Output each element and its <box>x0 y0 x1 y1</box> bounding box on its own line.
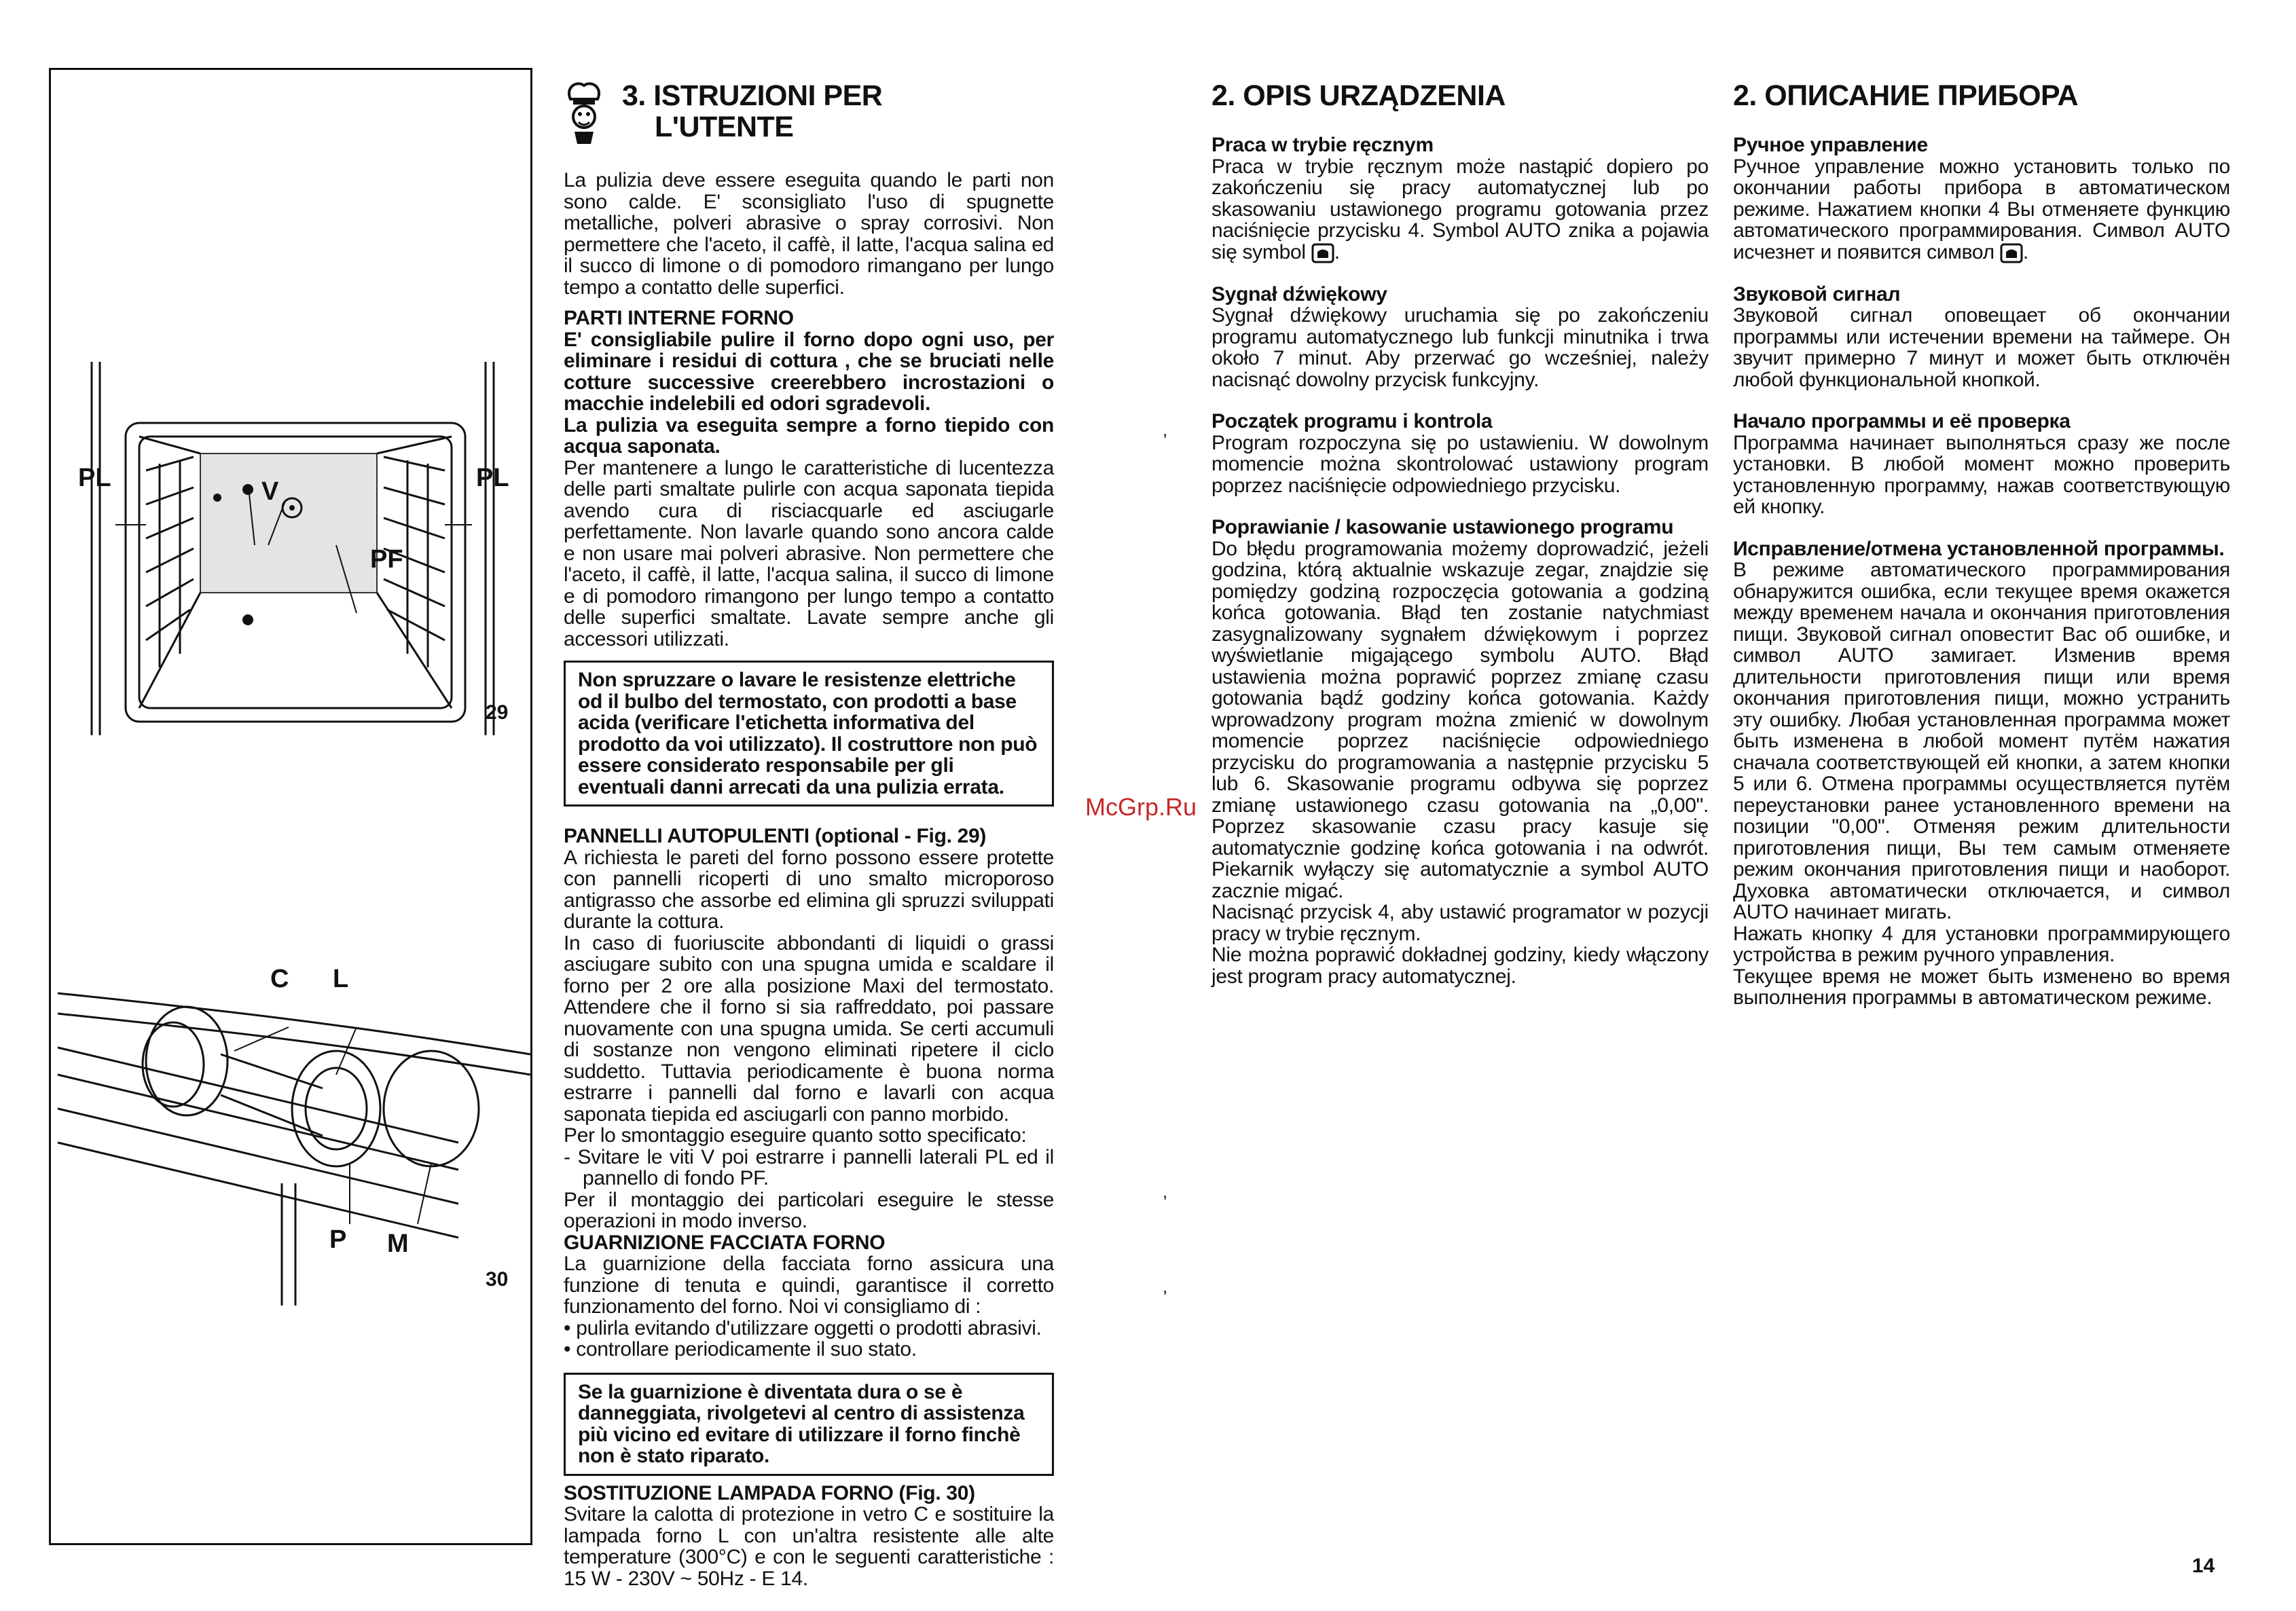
russian-column <box>1733 80 2230 1009</box>
fig30-number: 30 <box>486 1268 509 1291</box>
oven-interior-figure <box>51 70 530 817</box>
margin-tick: , <box>1163 420 1168 440</box>
russian-s4-text-3: Текущее время не может быть изменено во время выполнения программы в автоматическом режиме. <box>1733 965 2230 1010</box>
russian-s2-heading: Звуковой сигнал <box>1733 282 1901 305</box>
guarnizione-text: La guarnizione della facciata forno assicura una funzione di tenuta e quindi, garantisce il corretto funzionamento del forno. Noi vi consigliamo di : <box>564 1253 1054 1318</box>
polish-s1-heading: Praca w trybie ręcznym <box>1211 134 1434 156</box>
polish-s1-text: Praca w trybie ręcznym może nastąpić dopiero po zakończeniu się pracy automatycznej lub po skasowaniu ustawionego programu gotowania przez naciśnięcie przycisku 4. Symbol AUTO znika a pojawia się symbol . <box>1211 155 1709 263</box>
russian-s4-heading: Исправление/отмена установленной программы. <box>1733 537 2225 560</box>
russian-s4-text-1: В режиме автоматического программирования обнаружится ошибка, если текущее время окажется между временем начала и окончания приготовления пищи. Звуковой сигнал оповестит Вас об ошибке, и символ AUTO замигает. Изменив время длительности приготовления пищи или время окончания приготовления пищи, можно устранить эту ошибку. Любая установленная программа может быть изменена в любой момент путём нажатия сначала соответствующей ей кнопки, а затем кнопки 5 или 6. Отмена программы осуществляется путём переустановки ранее установленного времени на позиции "0,00". Отменяя режим длительности приготовления пищи, Вы тем самым отменяете режим окончания приготовления пищи и наоборот. Духовка автоматически отключается, и символ AUTO начинает мигать. <box>1733 559 2230 924</box>
fig29-label-pf: PF <box>370 545 403 574</box>
polish-s4-heading: Poprawianie / kasowanie ustawionego programu <box>1211 516 1674 539</box>
russian-s4-text-2: Нажать кнопку 4 для установки программирующего устройства в режим ручного управления. <box>1733 922 2230 967</box>
russian-s3-text: Программа начинает выполняться сразу же после установки. В любой момент можно проверить установленную программу, нажав соответствующую ей кнопку. <box>1733 431 2230 519</box>
polish-s4-text-3: Nie można poprawić dokładnej godziny, kiedy włączony jest program pracy automatycznej. <box>1211 944 1709 988</box>
pannelli-text-3: Per lo smontaggio eseguire quanto sotto specificato: <box>564 1124 1027 1147</box>
oven-lamp-figure <box>51 939 530 1319</box>
notice-box-cleaning: Non spruzzare o lavare le resistenze elettriche od il bulbo del termostato, con prodotti a base acida (verificare l'etichetta informativa del prodotto da voi utilizzato). Il costruttore non può essere considerato responsabile per gli eventuali danni arrecati da una pulizia errata. <box>564 661 1054 807</box>
guarnizione-bullet-2: • controllare periodicamente il suo stato. <box>564 1338 917 1360</box>
pannelli-heading: PANNELLI AUTOPULENTI (optional - Fig. 29) <box>564 825 987 847</box>
russian-s2-text: Звуковой сигнал оповещает об окончании программы или истечении времени на таймере. Он звучит примерно 7 минут и может быть отключён любой функциональной кнопкой. <box>1733 304 2230 391</box>
polish-s3-heading: Początek programu i kontrola <box>1211 410 1493 433</box>
hand-symbol-icon <box>1311 243 1334 263</box>
italian-title-row <box>564 80 1054 145</box>
fig29-label-pl-left: PL <box>78 464 111 492</box>
fig30-label-l: L <box>333 965 349 993</box>
russian-s1-heading: Ручное управление <box>1733 134 1928 156</box>
page-number: 14 <box>2192 1555 2215 1577</box>
guarnizione-bullet-1: • pulirla evitando d'utilizzare oggetti o prodotti abrasivi. <box>564 1316 1042 1339</box>
polish-s2-heading: Sygnał dźwiękowy <box>1211 282 1387 305</box>
lampada-heading: SOSTITUZIONE LAMPADA FORNO (Fig. 30) <box>564 1481 975 1504</box>
notice-box-gasket: Se la guarnizione è diventata dura o se è danneggiata, rivolgetevi al centro di assistenza più vicino ed evitare di utilizzare il forno finchè non è stato riparato. <box>564 1373 1054 1476</box>
fig29-label-pl-right: PL <box>476 464 509 492</box>
polish-s2-text: Sygnał dźwiękowy uruchamia się po zakończeniu programu automatycznego lub funkcji minutnika i trwa około 7 minut. Aby przerwać go wcześniej, należy nacisnąć dowolny przycisk funkcyjny. <box>1211 304 1709 391</box>
polish-s3-text: Program rozpoczyna się po ustawieniu. W dowolnym momencie można skontrolować ustawiony program poprzez naciśnięcie odpowiedniego przycisku. <box>1211 431 1709 497</box>
italian-title-line1: 3. ISTRUZIONI PER <box>622 79 883 112</box>
polish-s4-text-2: Nacisnąć przycisk 4, aby ustawić programator w pozycji pracy w trybie ręcznym. <box>1211 901 1709 945</box>
pannelli-text-2: In caso di fuoriuscite abbondanti di liquidi o grassi asciugare subito con una spugna umida e scaldare il forno per 2 ore alla posizione Maxi del termostato. Attendere che il forno si sia raffreddato, poi passare nuovamente con una spugna umida. Se certi accumuli di sostanze non vengono eliminati ripetere il ciclo suddetto. Tuttavia periodicamente è buona norma estrarre i pannelli dal forno e lavarli con acqua saponata tiepida ed asciugarli con panno morbido. <box>564 931 1054 1126</box>
chef-icon <box>564 80 604 145</box>
polish-title: 2. OPIS URZĄDZENIA <box>1211 79 1506 112</box>
polish-column <box>1211 80 1709 987</box>
fig30-label-c: C <box>270 965 289 993</box>
pannelli-text-1: A richiesta le pareti del forno possono essere protette con pannelli ricoperti di uno smalto microporoso antigrasso che assorbe ed elimina gli spruzzi sviluppati durante la cottura. <box>564 846 1054 933</box>
pannelli-text-4: Per il montaggio dei particolari eseguire le stesse operazioni in modo inverso. <box>564 1188 1054 1232</box>
fig30-label-m: M <box>387 1229 409 1258</box>
parti-text: Per mantenere a lungo le caratteristiche di lucentezza delle parti smaltate pulirle con acqua saponata tiepida avendo cura di risciacquarle ed asciugarle perfettamente. Non lavarle quando sono ancora calde e non usare mai polveri abrasive. Non permettere che l'aceto, il caffè, il latte, l'acqua salina, il succo di limone e di pomodoro rimangono per lungo tempo a contatto delle superfici smaltate. Lavate sempre anche gli accessori utilizzati. <box>564 456 1054 650</box>
fig29-label-v: V <box>261 477 279 506</box>
parti-heading: PARTI INTERNE FORNO <box>564 307 794 329</box>
fig30-label-p: P <box>329 1225 347 1254</box>
lampada-text: Svitare la calotta di protezione in vetro C e sostituire la lampada forno L con un'altra resistente alle alte temperature (300°C) e con le seguenti caratteristiche : 15 W - 230V ~ 50Hz - E 14. <box>564 1503 1054 1590</box>
italian-intro: La pulizia deve essere eseguita quando le parti non sono calde. E' sconsigliato l'uso di spugnette metalliche, polveri abrasive o spray corrosivi. Non permettere che l'aceto, il caffè, il latte, l'acqua salina ed il succo di limone o di pomodoro rimangano per lungo tempo a contatto delle superfici. <box>564 169 1054 299</box>
russian-s1-text: Ручное управление можно установить только по окончании работы прибора в автоматическом режиме. Нажатием кнопки 4 Вы отменяете функцию автоматического программирования. Символ AUTO исчезнет и появится символ . <box>1733 155 2230 263</box>
polish-s4-text-1: Do błędu programowania możemy doprowadzić, jeżeli godzina, którą aktualnie wskazuje zegar, znajdzie się pomiędzy godziną rozpoczęcia gotowania a godziną końca gotowania. Błąd ten zostanie natychmiast zasygnalizowany sygnałem dźwiękowym i poprzez wyświetlanie migającego symbolu AUTO. Błąd ustawienia można poprawić poprzez zmianę czasu gotowania bądź godziny końca gotowania. Każdy wprowadzony program można zmienić w dowolnym momencie poprzez naciśnięcie odpowiedniego przycisku do programowania a następnie przycisku 5 lub 6. Skasowanie programu odbywa się poprzez zmianę ustawionego czasu gotowania na „0,00". Poprzez skasowanie czasu pracy kasuje się automatycznie godzinę końca gotowania i na odwrót. Piekarnik wyłączy się automatycznie a symbol AUTO zacznie migać. <box>1211 537 1709 902</box>
italian-title-line2: L'UTENTE <box>655 111 794 143</box>
margin-tick: , <box>1163 1276 1168 1297</box>
margin-tick: , <box>1163 1181 1168 1202</box>
russian-title: 2. ОПИСАНИЕ ПРИБОРА <box>1733 79 2078 112</box>
parti-bold-text-2: La pulizia va eseguita sempre a forno tiepido con acqua saponata. <box>564 413 1054 458</box>
hand-symbol-icon <box>2000 243 2023 263</box>
guarnizione-heading: GUARNIZIONE FACCIATA FORNO <box>564 1231 886 1254</box>
italian-column <box>564 80 1054 1589</box>
parti-bold-text: E' consigliabile pulire il forno dopo ogni uso, per eliminare i residui di cottura , che se bruciati nelle cotture successive creerebbero incrostazioni o macchie indelebili ed odori sgradevoli. <box>564 328 1054 415</box>
pannelli-bullet: - Svitare le viti V poi estrarre i pannelli laterali PL ed il pannello di fondo PF. <box>564 1145 1054 1189</box>
fig29-number: 29 <box>486 701 509 724</box>
russian-s3-heading: Начало программы и её проверка <box>1733 410 2071 433</box>
figure-panel <box>49 68 532 1545</box>
watermark: McGrp.Ru <box>1085 793 1197 821</box>
